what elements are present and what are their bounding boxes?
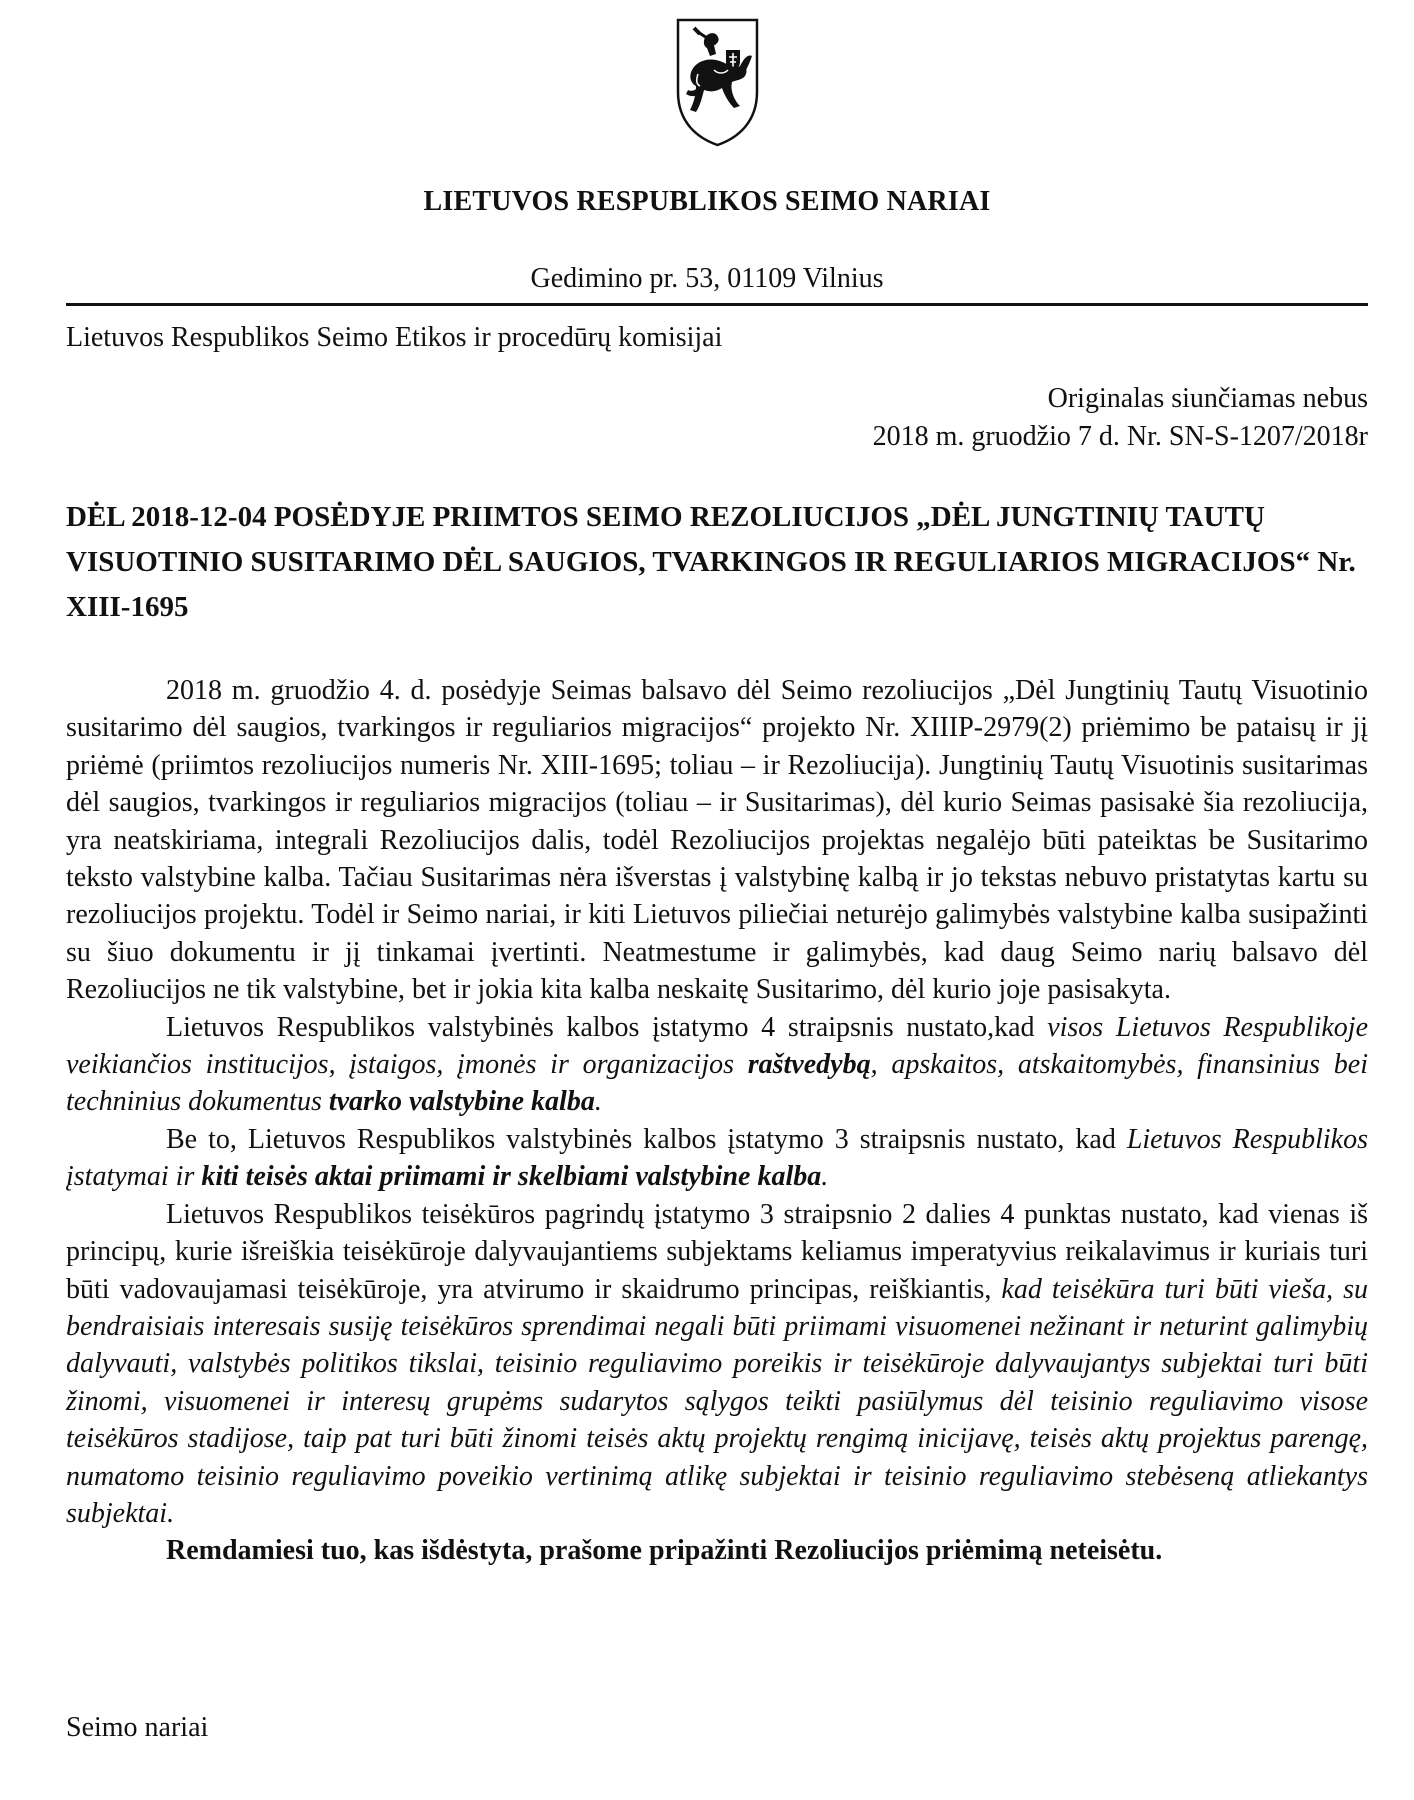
date-number: 2018 m. gruodžio 7 d. Nr. SN-S-1207/2018r bbox=[872, 421, 1368, 452]
subject-heading: DĖL 2018-12-04 POSĖDYJE PRIIMTOS SEIMO REZOLIUCIJOS „DĖL JUNGTINIŲ TAUTŲ VISUOTINIO SUSITARIMO DĖL SAUGIOS, TVARKINGOS IR REGULIARIOS MIGRACIJOS“ Nr. XIII-1695 bbox=[66, 501, 1356, 623]
letter-meta bbox=[873, 380, 1368, 456]
paragraph-3: Be to, Lietuvos Respublikos valstybinės kalbos įstatymo 3 straipsnis nustato, kad Lietuvos Respublikos įstatymai ir kiti teisės aktai priimami ir skelbiami valstybine kalba. bbox=[66, 1123, 1368, 1193]
paragraph-4: Lietuvos Respublikos teisėkūros pagrindų įstatymo 3 straipsnio 2 dalies 4 punktas nustato, kad vienas iš principų, kurie išreiškia teisėkūroje dalyvaujantiems subjektams keliamus imperatyvius reikalavimus ir kuriais turi būti vadovaujamasi teisėkūroje, yra atvirumo ir skaidrumo principas, reiškiantis, kad teisėkūra turi būti vieša, su bendraisiais interesais susiję teisėkūros sprendimai negali būti priimami visuomenei nežinant ir neturint galimybių dalyvauti, valstybės politikos tikslai, teisinio reguliavimo poreikis ir teisėkūroje dalyvaujantys subjektai turi būti žinomi, visuomenei ir interesų grupėms sudarytos sąlygos teikti pasiūlymus dėl teisinio reguliavimo visose teisėkūros stadijose, taip pat turi būti žinomi teisės aktų projektų rengimą inicijavę, teisės aktų projektus parengę, numatomo teisinio reguliavimo poveikio vertinimą atlikę subjektai ir teisinio reguliavimo stebėseną atliekantys subjektai. bbox=[66, 1198, 1368, 1529]
paragraph-1: 2018 m. gruodžio 4. d. posėdyje Seimas balsavo dėl Seimo rezoliucijos „Dėl Jungtinių Tautų Visuotinio susitarimo dėl saugios, tvarkingos ir reguliarios migracijos“ projekto Nr. XIIIP-2979(2) priėmimo be pataisų ir jį priėmė (priimtos rezoliucijos numeris Nr. XIII-1695; toliau – ir Rezoliucija). Jungtinių Tautų Visuotinis susitarimas dėl saugios, tvarkingos ir reguliarios migracijos (toliau – ir Susitarimas), dėl kurio Seimas pasisakė šia rezoliucija, yra neatskiriama, integrali Rezoliucijos dalis, todėl Rezoliucijos projektas negalėjo būti pateiktas be Susitarimo teksto valstybine kalba. Tačiau Susitarimas nėra išverstas į valstybinę kalbą ir jo tekstas nebuvo pristatytas kartu su rezoliucijos projektu. Todėl ir Seimo nariai, ir kiti Lietuvos piliečiai neturėjo galimybės valstybine kalba susipažinti su šiuo dokumentu ir jį tinkamai įvertinti. Neatmestume ir galimybės, kad daug Seimo narių balsavo dėl Rezoliucijos ne tik valstybine, bet ir jokia kita kalba neskaitę Susitarimo, dėl kurio joje pasisakyta. bbox=[66, 675, 1368, 1006]
vytis-coat-of-arms-icon bbox=[670, 14, 765, 149]
header-address: Gedimino pr. 53, 01109 Vilnius bbox=[530, 263, 884, 294]
header-divider bbox=[66, 303, 1368, 306]
closing-request: Remdamiesi tuo, kas išdėstyta, prašome pripažinti Rezoliucijos priėmimą neteisėtu. bbox=[166, 1535, 1163, 1567]
original-note: Originalas siunčiamas nebus bbox=[1047, 383, 1368, 414]
letter-body bbox=[66, 672, 1368, 1570]
paragraph-2: Lietuvos Respublikos valstybinės kalbos įstatymo 4 straipsnis nustato,kad visos Lietuvos Respublikoje veikiančios institucijos, įstaigos, įmonės ir organizacijos raštvedybą, apskaitos, atskaitomybės, finansinius bei techninius dokumentus tvarko valstybine kalba. bbox=[66, 1011, 1369, 1118]
signature: Seimo nariai bbox=[66, 1712, 209, 1743]
recipient: Lietuvos Respublikos Seimo Etikos ir procedūrų komisijai bbox=[66, 322, 723, 353]
header-title: LIETUVOS RESPUBLIKOS SEIMO NARIAI bbox=[423, 186, 991, 217]
